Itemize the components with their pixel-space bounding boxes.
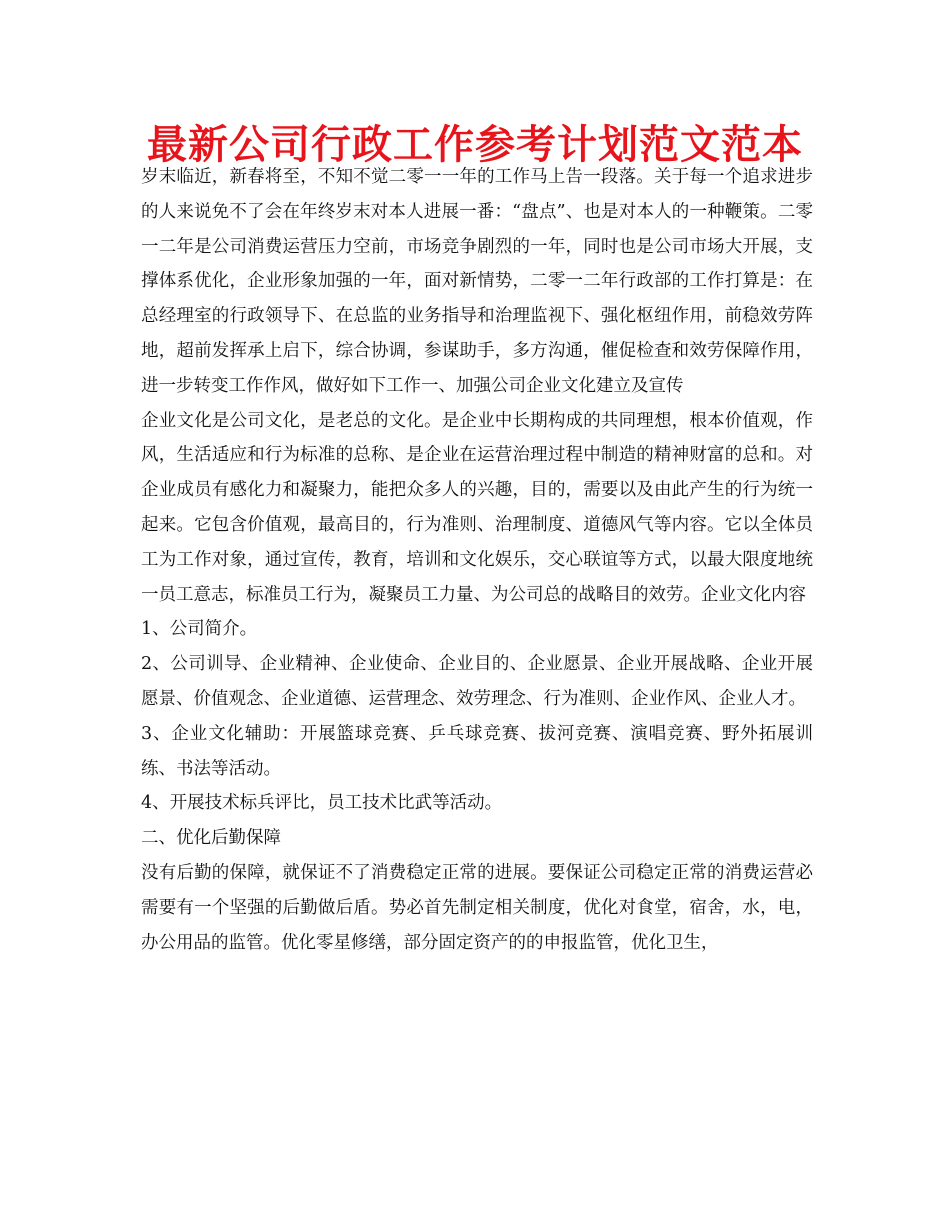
document-body [141, 160, 813, 960]
paragraph-intro: 岁末临近，新春将至，不知不觉二零一一年的工作马上告一段落。关于每一个追求进步的人来说免不了会在年终岁末对本人进展一番：“盘点”、也是对本人的一种鞭策。二零一二年是公司消费运营压力空前，市场竞争剧烈的一年，同时也是公司市场大开展，支撑体系优化，企业形象加强的一年，面对新情势，二零一二年行政部的工作打算是：在总经理室的行政领导下、在总监的业务指导和治理监视下、强化枢纽作用，前稳效劳阵地，超前发挥承上启下，综合协调，参谋助手，多方沟通，催促检查和效劳保障作用，进一步转变工作作风，做好如下工作一、加强公司企业文化建立及宣传 [141, 167, 813, 396]
list-item-1: 1、公司简介。 [141, 619, 258, 640]
paragraph-logistics: 没有后勤的保障，就保证不了消费稳定正常的进展。要保证公司稳定正常的消费运营必需要有一个坚强的后勤做后盾。势必首先制定相关制度，优化对食堂，宿舍，水，电，办公用品的监管。优化零星修缮，部分固定资产的的申报监管，优化卫生， [141, 862, 813, 953]
document-title: 最新公司行政工作参考计划范文范本 [147, 122, 803, 168]
list-item-2: 2、公司训导、企业精神、企业使命、企业目的、企业愿景、企业开展战略、企业开展愿景、价值观念、企业道德、运营理念、效劳理念、行为准则、企业作风、企业人才。 [141, 654, 813, 709]
list-item-4: 4、开展技术标兵评比，员工技术比武等活动。 [141, 793, 503, 814]
section-heading-2: 二、优化后勤保障 [141, 828, 281, 849]
paragraph-culture: 企业文化是公司文化，是老总的文化。是企业中长期构成的共同理想，根本价值观，作风，生活适应和行为标准的总称、是企业在运营治理过程中制造的精神财富的总和。对企业成员有感化力和凝聚力，能把众多人的兴趣，目的，需要以及由此产生的行为统一起来。它包含价值观，最高目的，行为准则、治理制度、道德风气等内容。它以全体员工为工作对象，通过宣传，教育，培训和文化娱乐，交心联谊等方式，以最大限度地统一员工意志，标准员工行为，凝聚员工力量、为公司总的战略目的效劳。企业文化内容 [141, 410, 813, 605]
list-item-3: 3、企业文化辅助：开展篮球竞赛、乒乓球竞赛、拔河竞赛、演唱竞赛、野外拓展训练、书法等活动。 [141, 723, 813, 779]
